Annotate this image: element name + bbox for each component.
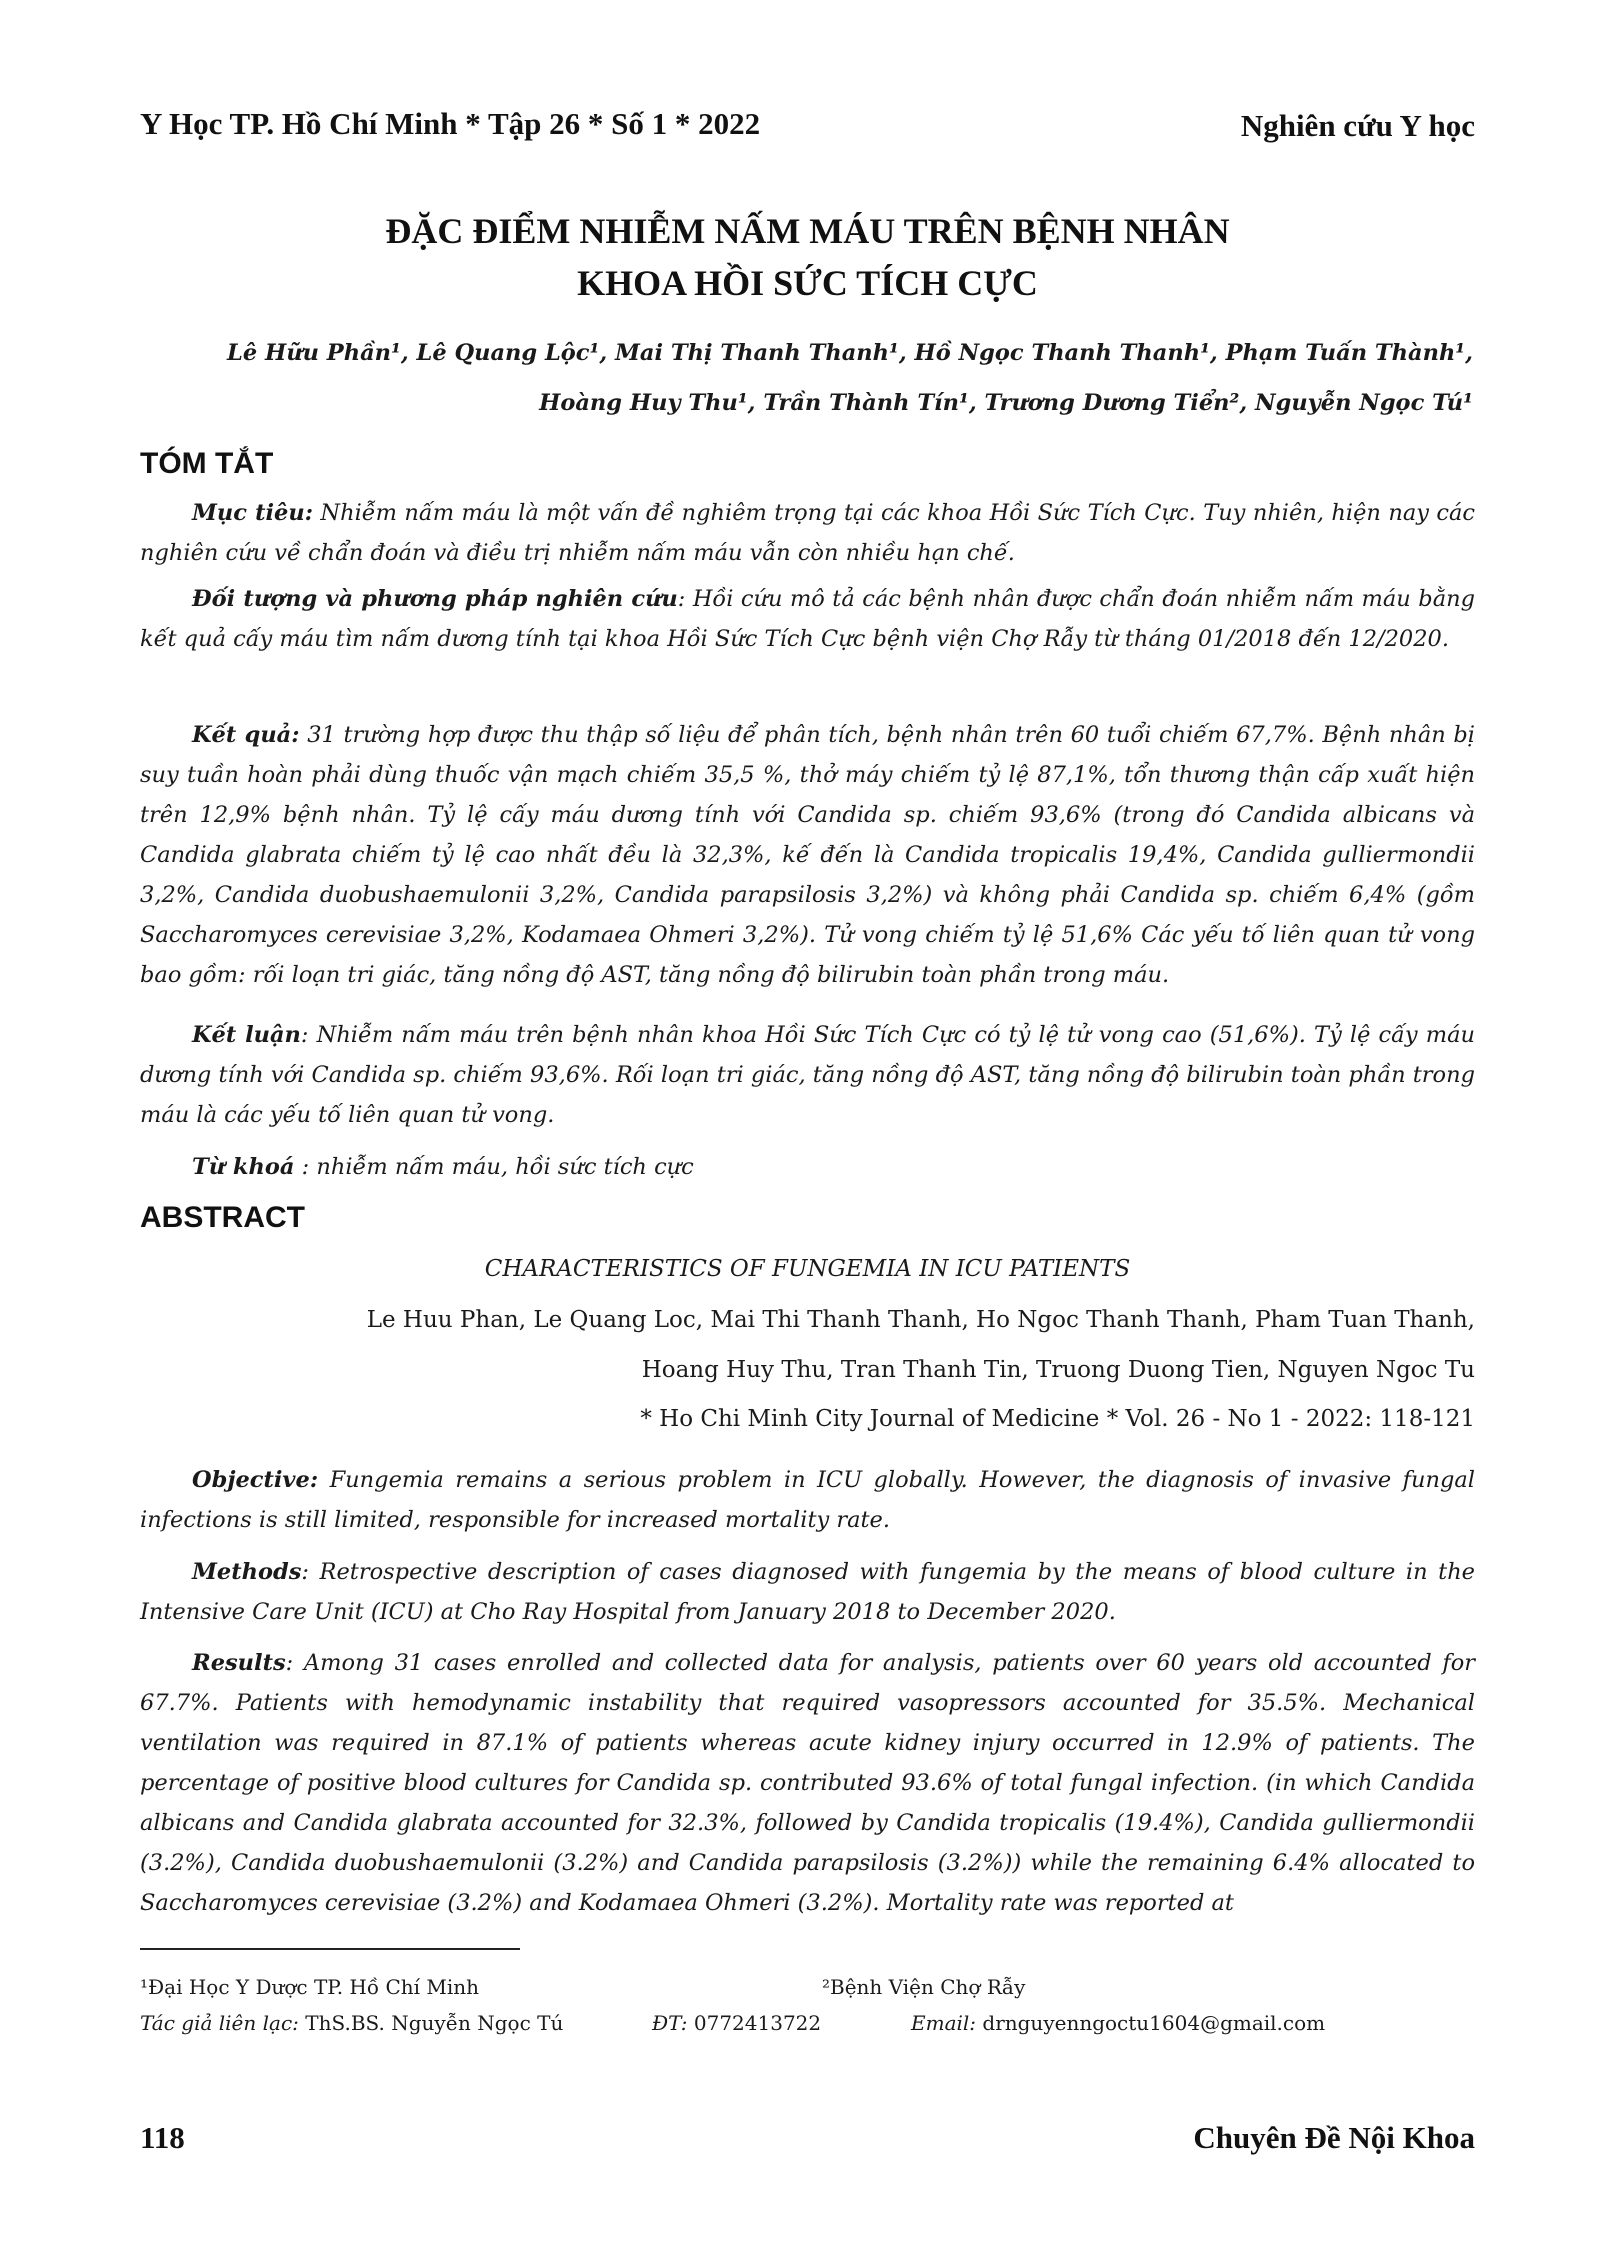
ket-luan-text: : Nhiễm nấm máu trên bệnh nhân khoa Hồi Sức Tích Cực có tỷ lệ tử vong cao (51,6%). Tỷ lệ cấy máu dương tính với Candida sp. chiếm 93,6%. Rối loạn tri giác, tăng nồng độ AST, tăng nồng độ bilirubin toàn phần trong máu là các yếu tố liên quan tử vong. xyxy=(140,1022,1475,1128)
contact-label: Tác giả liên lạc: xyxy=(140,2011,299,2035)
tu-khoa-paragraph xyxy=(140,1147,1475,1187)
phone-line xyxy=(652,2011,821,2035)
ket-luan-label: Kết luận xyxy=(192,1022,301,1048)
phone-number: 0772413722 xyxy=(687,2011,822,2035)
doi-tuong-paragraph xyxy=(140,579,1475,659)
objective-paragraph xyxy=(140,1460,1475,1540)
footnote-rule xyxy=(140,1948,520,1950)
category-header: Nghiên cứu Y học xyxy=(1240,108,1475,143)
journal-citation: * Ho Chi Minh City Journal of Medicine * Vol. 26 - No 1 - 2022: 118-121 xyxy=(640,1406,1475,1432)
footer-section: Chuyên Đề Nội Khoa xyxy=(1193,2120,1475,2155)
tom-tat-heading: TÓM TẮT xyxy=(140,447,274,480)
muc-tieu-label: Mục tiêu: xyxy=(192,500,313,526)
article-title-line2: KHOA HỒI SỨC TÍCH CỰC xyxy=(577,263,1038,303)
muc-tieu-text: Nhiễm nấm máu là một vấn đề nghiêm trọng tại các khoa Hồi Sức Tích Cực. Tuy nhiên, hiện nay các nghiên cứu về chẩn đoán và điều trị nhiễm nấm máu vẫn còn nhiều hạn chế. xyxy=(140,500,1475,566)
authors-vi-line1: Lê Hữu Phần¹, Lê Quang Lộc¹, Mai Thị Thanh Thanh¹, Hồ Ngọc Thanh Thanh¹, Phạm Tuấn Thành¹, xyxy=(227,340,1473,366)
contact-name: ThS.BS. Nguyễn Ngọc Tú xyxy=(298,2011,564,2035)
objective-label: Objective: xyxy=(192,1467,319,1493)
phone-label: ĐT: xyxy=(652,2011,688,2035)
doi-tuong-text: : Hồi cứu mô tả các bệnh nhân được chẩn đoán nhiễm nấm máu bằng kết quả cấy máu tìm nấm dương tính tại khoa Hồi Sức Tích Cực bệnh viện Chợ Rẫy từ tháng 01/2018 đến 12/2020. xyxy=(140,586,1475,652)
methods-paragraph xyxy=(140,1552,1475,1632)
affiliation-2: ²Bệnh Viện Chợ Rẫy xyxy=(822,1975,1026,1999)
ket-qua-label: Kết quả: xyxy=(192,722,300,748)
results-label: Results xyxy=(192,1650,286,1676)
authors-vi-line2: Hoàng Huy Thu¹, Trần Thành Tín¹, Trương Dương Tiển², Nguyễn Ngọc Tú¹ xyxy=(539,390,1473,416)
objective-text: Fungemia remains a serious problem in ICU globally. However, the diagnosis of invasive fungal infections is still limited, responsible for increased mortality rate. xyxy=(140,1467,1475,1533)
ket-qua-paragraph xyxy=(140,715,1475,995)
muc-tieu-paragraph xyxy=(140,493,1475,573)
methods-text: : Retrospective description of cases diagnosed with fungemia by the means of blood culture in the Intensive Care Unit (ICU) at Cho Ray Hospital from January 2018 to December 2020. xyxy=(140,1559,1475,1625)
tu-khoa-text: : nhiễm nấm máu, hồi sức tích cực xyxy=(294,1154,694,1180)
affiliation-1: ¹Đại Học Y Dược TP. Hồ Chí Minh xyxy=(140,1975,480,1999)
doi-tuong-label: Đối tượng và phương pháp nghiên cứu xyxy=(192,586,678,612)
email-line xyxy=(911,2011,1325,2035)
tu-khoa-label: Từ khoá xyxy=(192,1154,295,1180)
ket-luan-paragraph xyxy=(140,1015,1475,1135)
contact-line xyxy=(140,2011,563,2035)
methods-label: Methods xyxy=(192,1559,302,1585)
results-text: : Among 31 cases enrolled and collected data for analysis, patients over 60 years old accounted for 67.7%. Patients with hemodynamic instability that required vasopressors accounted for 35.5%. Mechanical ventilation was required in 87.1% of patients whereas acute kidney injury occurred in 12.9% of patients. The percentage of positive blood cultures for Candida sp. contributed 93.6% of total fungal infection. (in which Candida albicans and Candida glabrata accounted for 32.3%, followed by Candida tropicalis (19.4%), Candida gulliermondii (3.2%), Candida duobushaemulonii (3.2%) and Candida parapsilosis (3.2%)) while the remaining 6.4% allocated to Saccharomyces cerevisiae (3.2%) and Kodamaea Ohmeri (3.2%). Mortality rate was reported at xyxy=(140,1650,1475,1916)
abstract-title: CHARACTERISTICS OF FUNGEMIA IN ICU PATIENTS xyxy=(484,1256,1131,1282)
ket-qua-text: 31 trường hợp được thu thập số liệu để phân tích, bệnh nhân trên 60 tuổi chiếm 67,7%. Bệnh nhân bị suy tuần hoàn phải dùng thuốc vận mạch chiếm 35,5 %, thở máy chiếm tỷ lệ 87,1%, tổn thương thận cấp xuất hiện trên 12,9% bệnh nhân. Tỷ lệ cấy máu dương tính với Candida sp. chiếm 93,6% (trong đó Candida albicans và Candida glabrata chiếm tỷ lệ cao nhất đều là 32,3%, kế đến là Candida tropicalis 19,4%, Candida gulliermondii 3,2%, Candida duobushaemulonii 3,2%, Candida parapsilosis 3,2%) và không phải Candida sp. chiếm 6,4% (gồm Saccharomyces cerevisiae 3,2%, Kodamaea Ohmeri 3,2%). Tử vong chiếm tỷ lệ 51,6% Các yếu tố liên quan tử vong bao gồm: rối loạn tri giác, tăng nồng độ AST, tăng nồng độ bilirubin toàn phần trong máu. xyxy=(140,722,1475,988)
journal-header: Y Học TP. Hồ Chí Minh * Tập 26 * Số 1 * 2022 xyxy=(140,106,761,141)
article-title-line1: ĐẶC ĐIỂM NHIỄM NẤM MÁU TRÊN BỆNH NHÂN xyxy=(385,211,1230,251)
abstract-heading: ABSTRACT xyxy=(140,1201,305,1234)
email-label: Email: xyxy=(911,2011,977,2035)
authors-en-line2: Hoang Huy Thu, Tran Thanh Tin, Truong Duong Tien, Nguyen Ngoc Tu xyxy=(641,1357,1475,1383)
results-paragraph xyxy=(140,1643,1475,1923)
authors-en-line1: Le Huu Phan, Le Quang Loc, Mai Thi Thanh Thanh, Ho Ngoc Thanh Thanh, Pham Tuan Thanh, xyxy=(366,1307,1475,1333)
email-address: drnguyenngoctu1604@gmail.com xyxy=(976,2011,1326,2035)
page-number: 118 xyxy=(140,2120,185,2155)
